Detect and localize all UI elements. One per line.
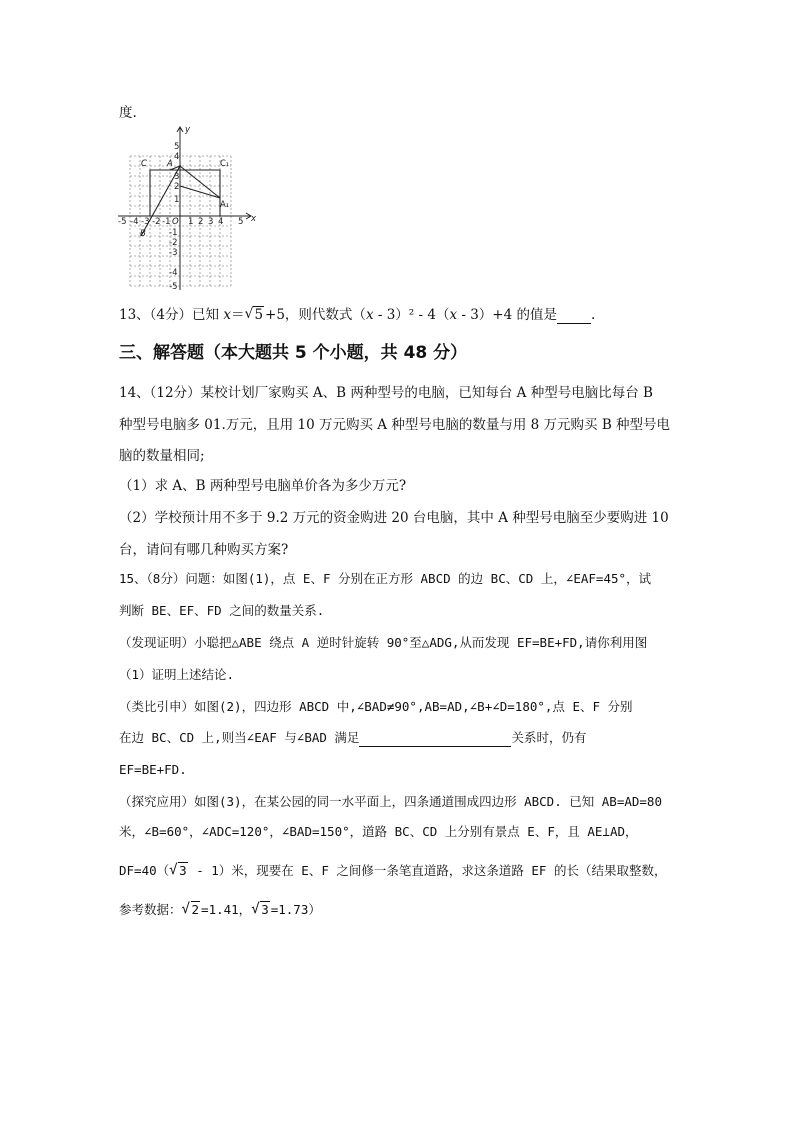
x-tick: 1 xyxy=(188,217,194,227)
rect-outline xyxy=(150,170,220,216)
q13-prefix: 13、（4分）已知 xyxy=(119,307,224,323)
q15-line-6a: 在边 BC、CD 上,则当∠EAF 与∠BAD 满足 xyxy=(119,730,360,745)
y-tick: -1 xyxy=(169,228,178,238)
q13-var3: x xyxy=(449,307,458,323)
y-tick: 3 xyxy=(174,172,180,182)
origin-label: O xyxy=(172,217,179,227)
section-3-heading: 三、解答题（本大题共 5 个小题，共 48 分） xyxy=(119,343,468,363)
y-tick: 2 xyxy=(174,182,180,192)
x-tick: -5 xyxy=(118,217,127,227)
q13-radicand: 5 xyxy=(254,307,264,323)
x-tick: 4 xyxy=(218,217,224,227)
q15-line-10a: DF=40（ xyxy=(119,863,170,878)
y-tick: 5 xyxy=(174,142,180,152)
q15-line-10b: - 1）米，现要在 E、F 之间修一条笔直道路，求这条道路 EF 的长（结果取整数， xyxy=(188,863,667,878)
q14-line-6: 台，请问有哪几种购买方案? xyxy=(119,542,289,558)
q13-var2: x xyxy=(365,307,374,323)
q13-part3: - 3）+4 的值是 xyxy=(457,307,558,323)
q13-suffix: . xyxy=(591,307,596,323)
q15-line-1: 15、（8分）问题：如图(1)，点 E、F 分别在正方形 ABCD 的边 BC、CD 上，∠EAF=45°，试 xyxy=(119,571,652,586)
point-c-label: C xyxy=(141,159,147,169)
q14-line-2: 种型号电脑多 01.万元，且用 10 万元购买 A 种型号电脑的数量与用 8 万元购买 B 种型号电 xyxy=(119,417,671,433)
x-tick: -4 xyxy=(130,217,139,227)
q15-line-7: EF=BE+FD. xyxy=(119,762,187,777)
q15-line-4: （1）证明上述结论. xyxy=(119,667,235,682)
y-tick: 4 xyxy=(174,152,180,162)
y-tick: -3 xyxy=(169,248,178,258)
y-axis-label: y xyxy=(185,125,191,135)
q15-line-2: 判断 BE、EF、FD 之间的数量关系. xyxy=(119,603,325,618)
q15-line-10 xyxy=(119,862,666,880)
q13-var: x xyxy=(223,307,231,323)
q15-line-6b: 关系时，仍有 xyxy=(511,730,587,745)
q14-line-1: 14、（12分）某校计划厂家购买 A、B 两种型号的电脑，已知每台 A 种型号电脑比每台 B xyxy=(119,385,653,401)
point-b-label: B xyxy=(140,229,146,239)
x-tick: -2 xyxy=(152,217,161,227)
sqrt-symbol xyxy=(251,901,270,919)
q15-line-9: 米，∠B=60°，∠ADC=120°，∠BAD=150°，道路 BC、CD 上分别有景点 E、F，且 AE⊥AD， xyxy=(119,824,638,839)
q14-line-4: （1）求 A、B 两种型号电脑单价各为多少万元? xyxy=(119,478,407,494)
point-c1-label: C₁ xyxy=(220,159,230,169)
question-13 xyxy=(119,306,595,324)
coordinate-figure xyxy=(112,122,262,294)
q15-line-8: （探究应用）如图(3)，在某公园的同一水平面上，四条通道围成四边形 ABCD. 已知 AB=AD=80 xyxy=(119,794,662,809)
x-tick: -1 xyxy=(162,217,171,227)
q15-line-6 xyxy=(119,729,586,747)
x-tick: 2 xyxy=(198,217,204,227)
q15-line-5: （类比引申）如图(2)，四边形 ABCD 中,∠BAD≠90°,AB=AD,∠B+∠D=180°,点 E、F 分别 xyxy=(119,699,633,714)
sqrt-symbol xyxy=(182,901,201,919)
answer-blank xyxy=(557,309,591,324)
q15-radicand-3b: 3 xyxy=(261,902,269,917)
q15-line-11 xyxy=(119,901,321,919)
x-tick: -3 xyxy=(141,217,150,227)
q15-line-11b: =1.41， xyxy=(201,902,252,917)
q15-radicand-3: 3 xyxy=(179,863,187,878)
point-a-label: A xyxy=(167,159,173,169)
sqrt-symbol xyxy=(169,862,188,880)
q15-radicand-2: 2 xyxy=(191,902,200,917)
q14-line-3: 脑的数量相同; xyxy=(119,448,205,464)
sqrt-symbol xyxy=(244,306,264,324)
q15-line-11a: 参考数据： xyxy=(119,902,182,917)
q15-line-3: （发现证明）小聪把△ABE 绕点 A 逆时针旋转 90°至△ADG,从而发现 EF=BE+FD,请你利用图 xyxy=(119,635,648,650)
q13-part2: - 3）² - 4（ xyxy=(373,307,450,323)
prev-question-fragment: 度. xyxy=(119,105,137,121)
answer-blank xyxy=(359,732,511,747)
y-tick: -2 xyxy=(169,238,178,248)
x-tick: 5 xyxy=(238,217,244,227)
y-tick: -4 xyxy=(169,268,178,278)
x-tick: 3 xyxy=(208,217,214,227)
point-a1-label: A₁ xyxy=(220,200,230,210)
y-tick: 1 xyxy=(174,195,180,205)
q13-plus5: +5，则代数式（ xyxy=(265,307,366,323)
x-axis-label: x xyxy=(251,214,257,224)
q15-line-11c: =1.73） xyxy=(270,902,321,917)
y-tick: -5 xyxy=(169,282,178,292)
q13-eq: ＝ xyxy=(230,307,245,323)
q14-line-5: （2）学校预计用不多于 9.2 万元的资金购进 20 台电脑，其中 A 种型号电脑至少要购进 10 xyxy=(119,510,669,526)
